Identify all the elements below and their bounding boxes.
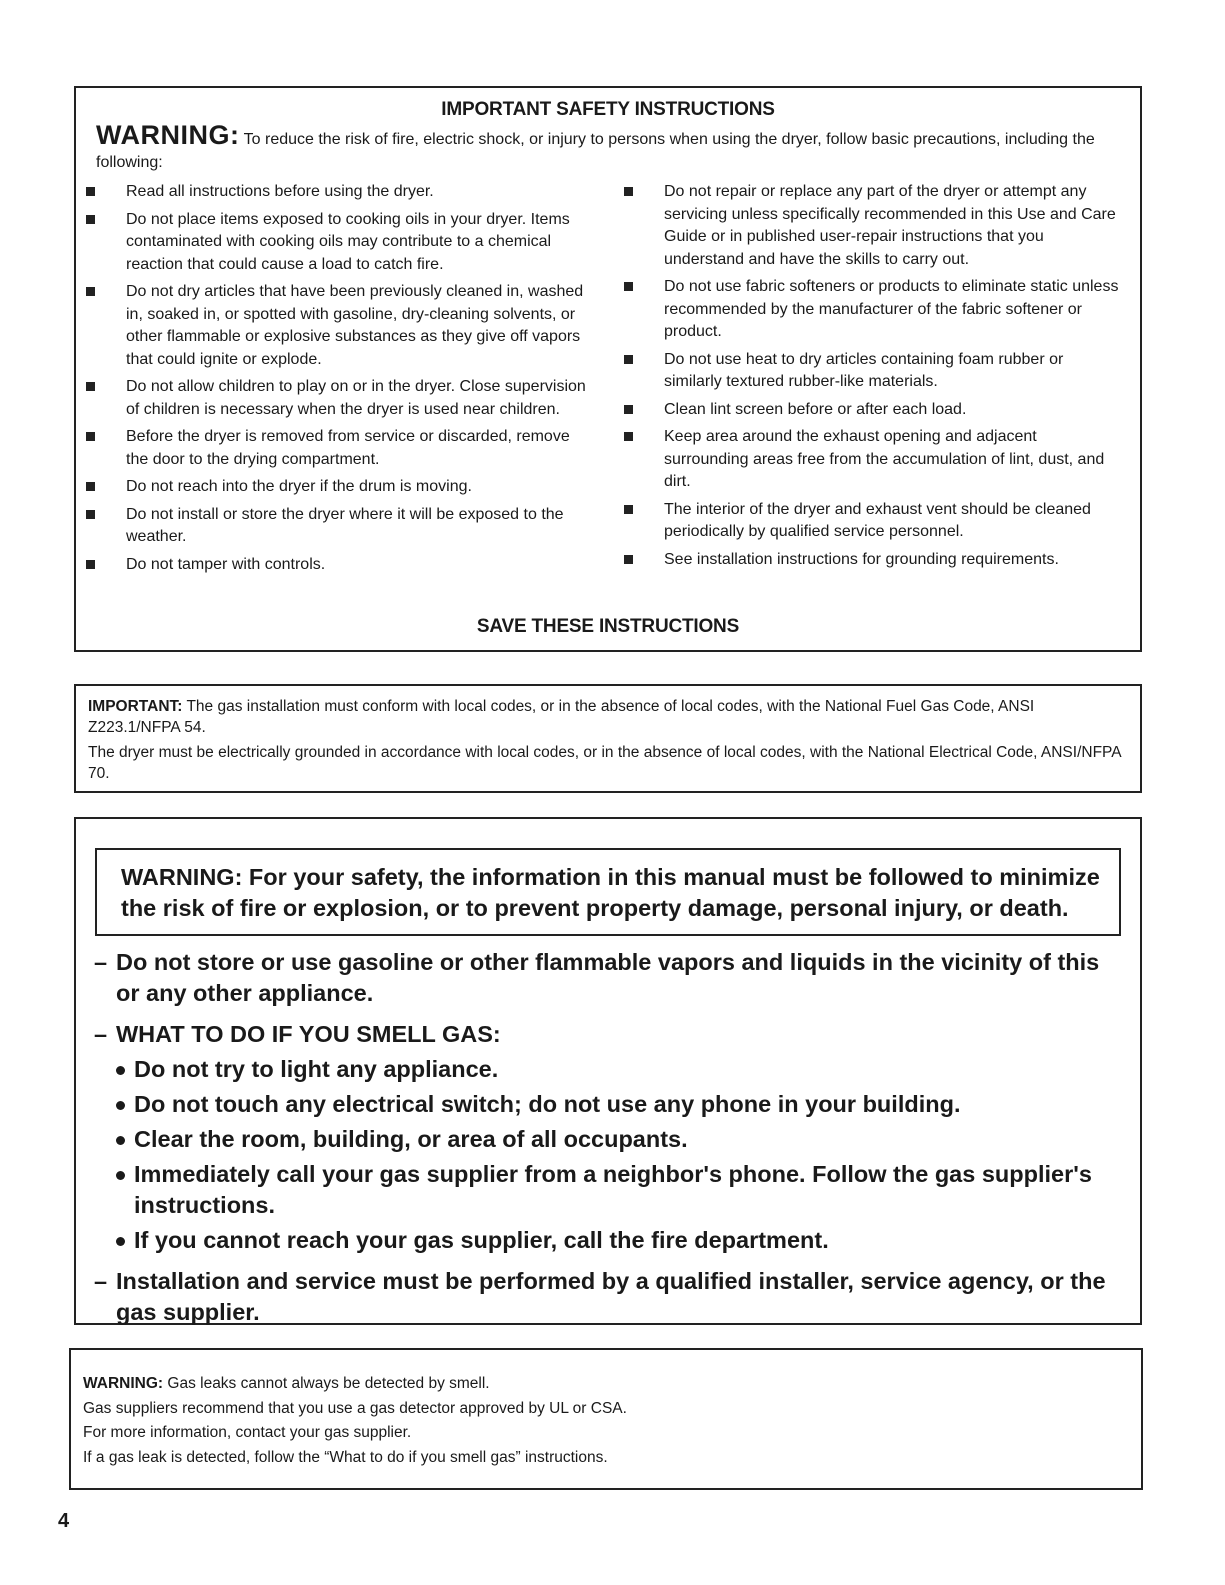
list-item: [86, 476, 596, 499]
square-bullet-icon: [624, 355, 633, 364]
list-item: [86, 504, 596, 549]
square-bullet-icon: [624, 555, 633, 564]
leak-text-1: Gas leaks cannot always be detected by smell.: [167, 1375, 490, 1392]
dash-marker: –: [94, 1268, 108, 1294]
leak-warning-label: WARNING:: [83, 1375, 164, 1392]
safety-instructions-box: [74, 86, 1142, 652]
important-label: IMPORTANT:: [88, 698, 183, 715]
list-item: [624, 549, 1124, 572]
gas-leak-box: [69, 1348, 1143, 1490]
no-gasoline-text: Do not store or use gasoline or other flammable vapors and liquids in the vicinity of this or any other appliance.: [116, 949, 1100, 1006]
list-item: [624, 349, 1124, 394]
list-item-text: Keep area around the exhaust opening and adjacent surrounding areas free from the accumulation of lint, dust, and dirt.: [664, 428, 1105, 490]
safety-intro: [96, 120, 1122, 174]
list-item-text: Read all instructions before using the dryer.: [126, 183, 434, 200]
list-item: [86, 376, 596, 421]
list-item: [86, 281, 596, 371]
safety-heading: IMPORTANT SAFETY INSTRUCTIONS: [441, 99, 775, 120]
list-item: [116, 1124, 1122, 1155]
list-item-text: Before the dryer is removed from service or discarded, remove the door to the drying compartment.: [126, 428, 570, 468]
gas-warning-item: [94, 947, 1122, 1009]
leak-line-2: Gas suppliers recommend that you use a gas detector approved by UL or CSA.: [83, 1399, 627, 1417]
important-note-box: [74, 684, 1142, 793]
list-item-text: Do not dry articles that have been previously cleaned in, washed in, soaked in, or spotted with gasoline, dry-cleaning solvents, or other flammable or explosive substances as they give off vapors that could ignite or explode.: [126, 283, 584, 368]
list-item-text: Do not try to light any appliance.: [134, 1056, 499, 1082]
square-bullet-icon: [86, 382, 95, 391]
gas-warning-box: [74, 817, 1142, 1325]
important-text-2: The dryer must be electrically grounded in accordance with local codes, or in the absence of local codes, with the National Electrical Code, ANSI/NFPA 70.: [88, 744, 1121, 782]
square-bullet-icon: [624, 282, 633, 291]
list-item-text: Clear the room, building, or area of all occupants.: [134, 1126, 688, 1152]
list-item-text: Clean lint screen before or after each load.: [664, 400, 967, 418]
square-bullet-icon: [86, 187, 95, 196]
list-item-text: See installation instructions for grounding requirements.: [664, 550, 1059, 568]
square-bullet-icon: [624, 432, 633, 441]
save-instructions-footer: SAVE THESE INSTRUCTIONS: [476, 616, 740, 637]
list-item: [624, 181, 1124, 271]
gas-warning-body: [94, 947, 1122, 1338]
warning-text: To reduce the risk of fire, electric shock, or injury to persons when using the dryer, follow basic precautions, including the following:: [96, 131, 1095, 171]
important-text-1: The gas installation must conform with local codes, or in the absence of local codes, with the National Fuel Gas Code, ANSI Z223.1/NFPA 54.: [88, 698, 1035, 736]
square-bullet-icon: [624, 187, 633, 196]
leak-line-4: If a gas leak is detected, follow the “What to do if you smell gas” instructions.: [83, 1448, 608, 1466]
gas-warning-headline: WARNING: For your safety, the information in this manual must be followed to minimize the risk of fire or explosion, or to prevent property damage, personal injury, or death.: [95, 848, 1121, 936]
square-bullet-icon: [86, 510, 95, 519]
square-bullet-icon: [624, 505, 633, 514]
page-number: 4: [58, 1510, 70, 1532]
dot-bullet-icon: [116, 1237, 125, 1246]
square-bullet-icon: [86, 482, 95, 491]
list-item-text: Do not use heat to dry articles containing foam rubber or similarly textured rubber-like materials.: [664, 350, 1064, 390]
list-item-text: Do not place items exposed to cooking oils in your dryer. Items contaminated with cooking oils may contribute to a chemical reaction that could cause a load to catch fire.: [126, 210, 570, 273]
dot-bullet-icon: [116, 1136, 125, 1145]
list-item: [624, 426, 1124, 494]
square-bullet-icon: [86, 432, 95, 441]
square-bullet-icon: [86, 287, 95, 296]
leak-line-3: For more information, contact your gas supplier.: [83, 1424, 412, 1441]
list-item: [624, 399, 1124, 422]
list-item-text: If you cannot reach your gas supplier, call the fire department.: [134, 1227, 829, 1253]
list-item: [86, 209, 596, 277]
square-bullet-icon: [624, 405, 633, 414]
square-bullet-icon: [86, 215, 95, 224]
list-item-text: Do not tamper with controls.: [126, 555, 326, 573]
dot-bullet-icon: [116, 1066, 125, 1075]
list-item: [624, 276, 1124, 344]
list-item: [116, 1089, 1122, 1120]
list-item: [116, 1159, 1122, 1221]
list-item: [86, 554, 596, 577]
list-item: [86, 426, 596, 471]
dot-bullet-icon: [116, 1171, 125, 1180]
gas-warning-item: [94, 1266, 1122, 1328]
list-item-text: Do not touch any electrical switch; do not use any phone in your building.: [134, 1091, 961, 1117]
list-item: [116, 1225, 1122, 1256]
gas-warning-item: [94, 1019, 1122, 1256]
installation-text: Installation and service must be performed by a qualified installer, service agency, or the gas supplier.: [116, 1268, 1106, 1325]
safety-list-right: [624, 181, 1124, 576]
list-item-text: Do not install or store the dryer where it will be exposed to the weather.: [126, 505, 564, 545]
dash-marker: –: [94, 1021, 108, 1047]
list-item: [624, 499, 1124, 544]
leak-line-1: [83, 1372, 1129, 1397]
dash-marker: –: [94, 949, 108, 975]
smell-gas-title: WHAT TO DO IF YOU SMELL GAS:: [116, 1021, 501, 1047]
list-item-text: Do not reach into the dryer if the drum is moving.: [126, 478, 472, 495]
dot-bullet-icon: [116, 1101, 125, 1110]
square-bullet-icon: [86, 560, 95, 569]
list-item-text: Do not allow children to play on or in the dryer. Close supervision of children is necessary when the dryer is used near children.: [126, 378, 586, 418]
list-item: [116, 1054, 1122, 1085]
safety-list-left: [86, 181, 596, 581]
list-item-text: Do not use fabric softeners or products to eliminate static unless recommended by the manufacturer of the fabric softener or product.: [664, 278, 1119, 340]
smell-gas-steps: [116, 1054, 1122, 1256]
list-item-text: The interior of the dryer and exhaust vent should be cleaned periodically by qualified service personnel.: [664, 500, 1091, 540]
list-item-text: Immediately call your gas supplier from a neighbor's phone. Follow the gas supplier's instructions.: [134, 1161, 1092, 1218]
important-paragraph-1: [88, 696, 1128, 738]
warning-label: WARNING:: [96, 120, 240, 150]
list-item-text: Do not repair or replace any part of the dryer or attempt any servicing unless specifically recommended in this Use and Care Guide or in published user-repair instructions that you understand and have the skills to carry out.: [664, 183, 1116, 268]
list-item: [86, 181, 596, 204]
